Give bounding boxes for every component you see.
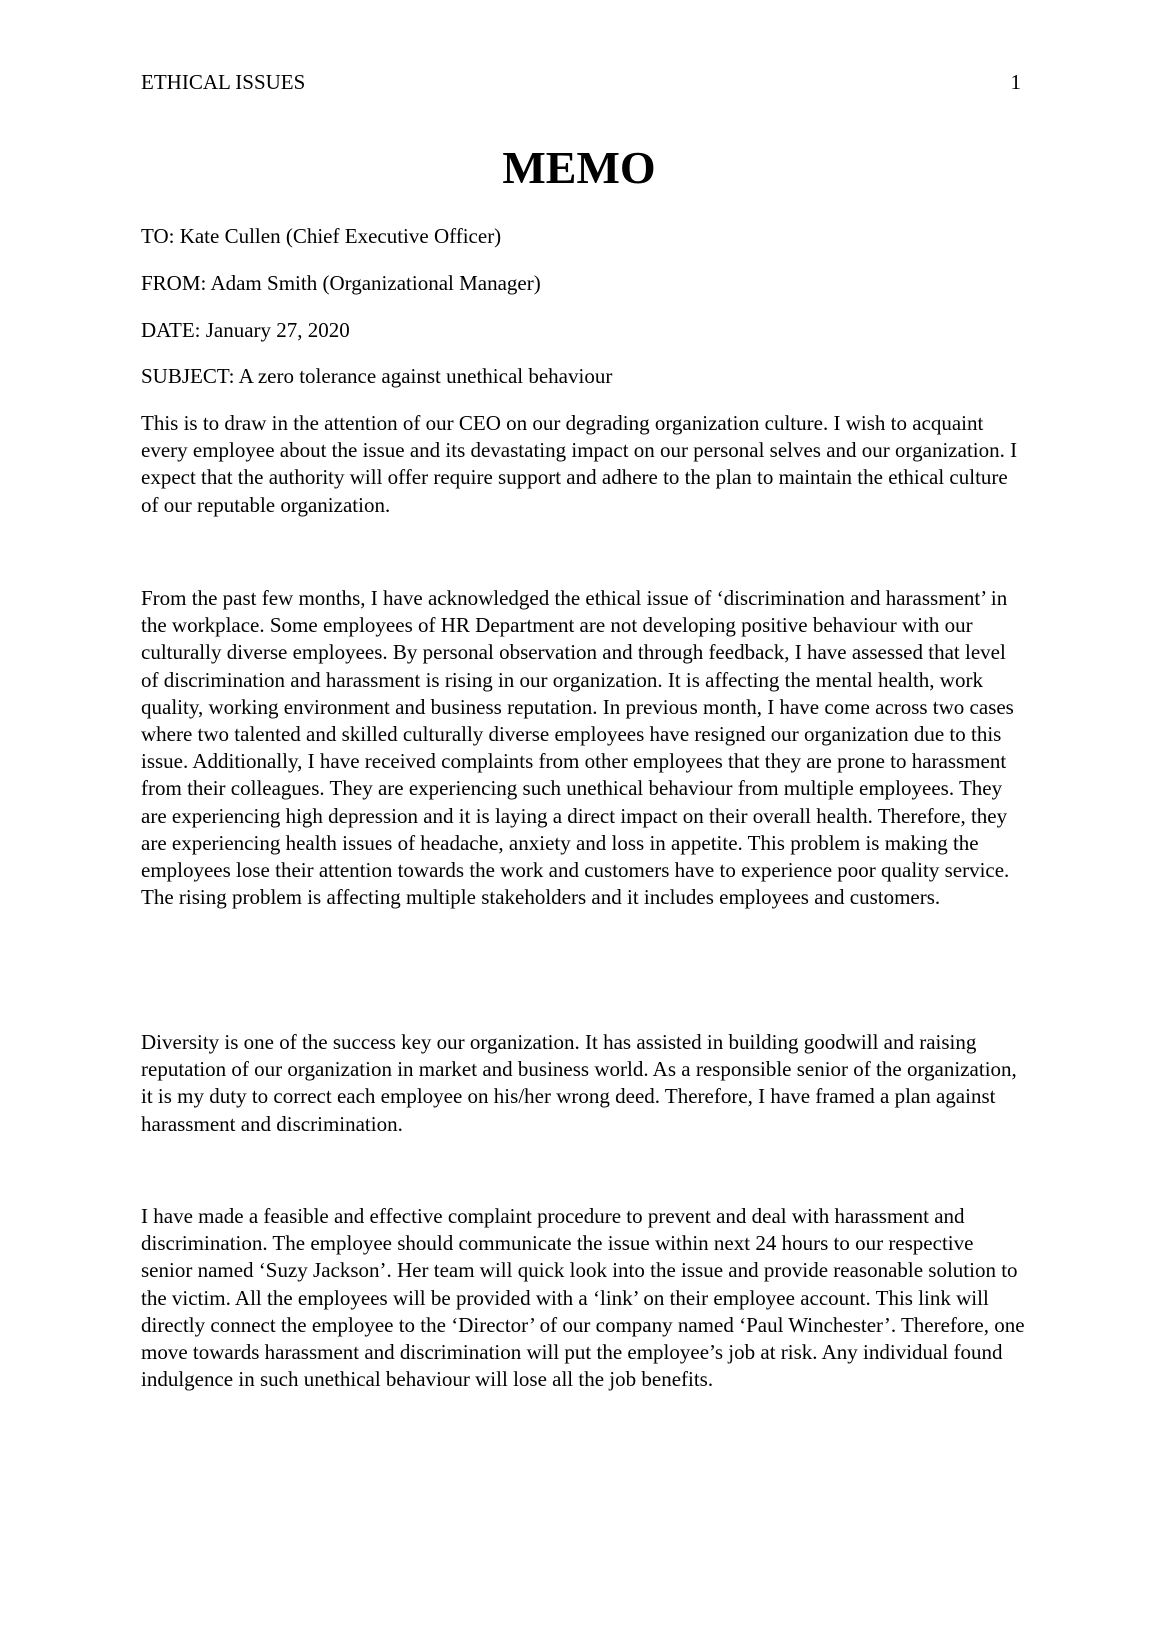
memo-to-line: TO: Kate Cullen (Chief Executive Officer) [141,224,502,248]
page-number: 1 [1010,70,1021,94]
body-paragraph-issue: From the past few months, I have acknowledged the ethical issue of ‘discrimination and harassment’ in the workplace. Some employees of HR Department are not developing positive behaviour with our culturally diverse employees. By personal observation and through feedback, I have assessed that level of discrimination and harassment is rising in our organization. It is affecting the mental health, work quality, working environment and business reputation. In previous month, I have come across two cases where two talented and skilled culturally diverse employees have resigned our organization due to this issue. Additionally, I have received complaints from other employees that they are prone to harassment from their colleagues. They are experiencing such unethical behaviour from multiple employees. They are experiencing high depression and it is laying a direct impact on their overall health. Therefore, they are experiencing health issues of headache, anxiety and loss in appetite. This problem is making the employees lose their attention towards the work and customers have to experience poor quality service. The rising problem is affecting multiple stakeholders and it includes employees and customers. [141,586,1014,910]
body-paragraph-diversity: Diversity is one of the success key our organization. It has assisted in building goodwill and raising reputation of our organization in market and business world. As a responsible senior of the organization, it is my duty to correct each employee on his/her wrong deed. Therefore, I have framed a plan against harassment and discrimination. [141,1030,1017,1136]
memo-subject-line: SUBJECT: A zero tolerance against unethical behaviour [141,364,613,388]
body-paragraph-procedure: I have made a feasible and effective complaint procedure to prevent and deal with harassment and discrimination. The employee should communicate the issue within next 24 hours to our respective senior named ‘Suzy Jackson’. Her team will quick look into the issue and provide reasonable solution to the victim. All the employees will be provided with a ‘link’ on their employee account. This link will directly connect the employee to the ‘Director’ of our company named ‘Paul Winchester’. Therefore, one move towards harassment and discrimination will put the employee’s job at risk. Any individual found indulgence in such unethical behaviour will lose all the job benefits. [141,1204,1025,1392]
memo-title: MEMO [502,142,656,193]
body-paragraph-introduction: This is to draw in the attention of our CEO on our degrading organization culture. I wish to acquaint every employee about the issue and its devastating impact on our personal selves and our organization. I expect that the authority will offer require support and adhere to the plan to maintain the ethical culture of our reputable organization. [141,411,1018,517]
memo-from-line: FROM: Adam Smith (Organizational Manager) [141,271,541,295]
memo-date-line: DATE: January 27, 2020 [141,318,350,342]
running-head-title: ETHICAL ISSUES [141,70,306,94]
